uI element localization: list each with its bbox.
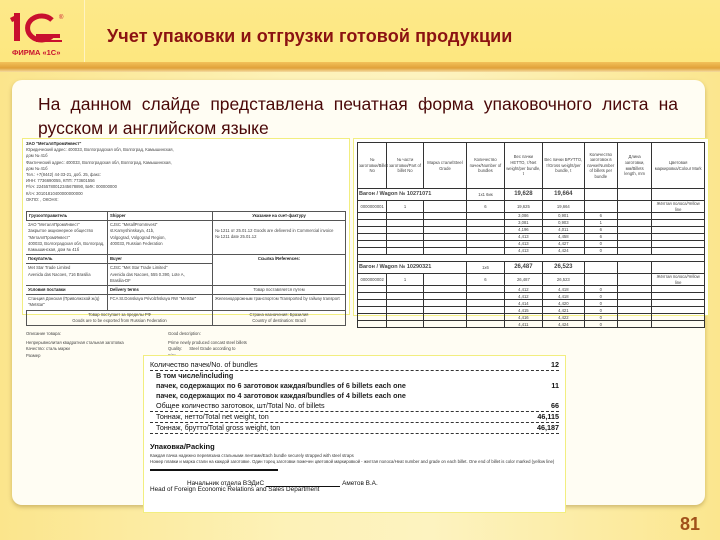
- company-line: Тел.: +7(8442) 44-33-21, доб. 25, факс:: [26, 172, 101, 178]
- text-line: CJSC "Met Star Trade Limited": [110, 265, 168, 271]
- text-line: Brasilia-DF: [110, 277, 131, 283]
- summary-label: Тоннаж, нетто/Total net weight, ton: [156, 412, 269, 421]
- table-row: [358, 300, 705, 307]
- goods-en-value: Prime newly produced concast steel billets: [168, 340, 247, 346]
- svg-text:ФИРМА «1С»: ФИРМА «1С»: [12, 48, 61, 57]
- intro-text: На данном слайде представлена печатная форма упаковочного листа на русском и английском языке: [38, 94, 678, 138]
- summary-line: [150, 423, 559, 434]
- table-row: [358, 274, 705, 286]
- goods-en-label: Good description:: [168, 331, 201, 337]
- delivery-en-value: FCA St.Donskaya Privolzhskaya RW "Metstar": [108, 295, 213, 310]
- signatory-title-en: Head of Foreign Economic Relations and Sales Department: [150, 486, 320, 494]
- text-line: Закрытое акционерное общество: [28, 228, 94, 234]
- goods-description: [26, 331, 346, 337]
- divider-line: [150, 469, 278, 471]
- table-header-row: [358, 143, 705, 189]
- gross-weight: 26,523: [543, 274, 584, 286]
- table-row: [358, 314, 705, 321]
- packing-summary-form: [143, 355, 566, 513]
- summary-label: пачек, содержащих по 4 заготовок каждая/bundles of 4 billets each one: [156, 391, 406, 400]
- billet-count: 0: [584, 241, 617, 248]
- parties-table: [26, 211, 346, 311]
- billet-count: 6: [584, 227, 617, 234]
- wagon-bundles: 1x1 6ик: [467, 189, 504, 201]
- net-weight: 4,412: [504, 293, 542, 300]
- net-weight: 4,413: [504, 248, 542, 255]
- company-line: ОКПО: , ОКОНХ:: [26, 196, 59, 202]
- origin-cell: [26, 311, 213, 326]
- delivery-ru-value: Станция Донская (Приволжской ж/д) "Metstar": [26, 295, 108, 310]
- packing-list-header-form: [22, 138, 350, 358]
- part-no: 1: [387, 274, 423, 286]
- buyer-ru-label: Покупатель: [26, 255, 108, 264]
- summary-line: [150, 360, 559, 371]
- colour-mark: Жёлтая полоса/Yellow line: [652, 274, 705, 286]
- slide-header: [0, 0, 720, 62]
- text-line: 400033, Волгоградская обл, Волгоград,: [28, 240, 105, 246]
- text-line: № 1211 date 25.01.12: [215, 234, 257, 240]
- shipper-ru-label: Грузоотправитель: [26, 212, 108, 221]
- company-line: Р/сч: 22455780012345678890, БИК: 000000000: [26, 184, 117, 190]
- invoice-label: Указание на счет-фактуру: [213, 212, 346, 221]
- text-line: Volgograd, Volgograd Region,: [110, 234, 166, 240]
- net-weight: 4,412: [504, 286, 542, 293]
- gross-weight: 4,418: [543, 293, 584, 300]
- column-header: Длина заготовки, мм/Billets length, mm: [617, 143, 651, 189]
- billet-count: 0: [584, 248, 617, 255]
- summary-line: [150, 412, 559, 423]
- net-weight: 19,625: [504, 201, 542, 213]
- text-line: st.Kamyshinskaya, 41b,: [110, 228, 155, 234]
- billet-count: 6: [584, 234, 617, 241]
- 1c-logo-icon: [8, 10, 80, 58]
- billet-count: 0: [584, 307, 617, 314]
- billet-count: 0: [584, 314, 617, 321]
- gross-weight: 4,427: [543, 241, 584, 248]
- signatory-name: Аметов В.А.: [342, 480, 378, 488]
- net-weight: 4,411: [504, 321, 542, 328]
- column-header: Количество пачек/Number of bundles: [467, 143, 504, 189]
- billet-count: 0: [584, 321, 617, 328]
- table-row: [358, 220, 705, 227]
- table-row: [358, 248, 705, 255]
- gross-weight: 4,424: [543, 248, 584, 255]
- table-row: [358, 213, 705, 220]
- bundles: 6: [467, 201, 504, 213]
- summary-value: 11: [551, 381, 559, 390]
- gross-weight: 4,424: [543, 321, 584, 328]
- summary-line: [150, 391, 559, 401]
- net-weight: 3,086: [504, 213, 542, 220]
- summary-value: 12: [551, 360, 559, 369]
- billet-no: 0000000001: [358, 201, 387, 213]
- table-row: [358, 286, 705, 293]
- column-header: Количество заготовок в пачке/Number of billets per bundle: [584, 143, 617, 189]
- packing-text: Каждая пачка надежно перевязана стальными лентами/Each bundle securely strapped with steel straps: [150, 453, 354, 459]
- shipper-en-value: [108, 221, 213, 255]
- gross-weight: 0,903: [543, 220, 584, 227]
- wagon-net: 26,487: [504, 262, 542, 274]
- gross-weight: 4,422: [543, 314, 584, 321]
- summary-value: 46,115: [537, 412, 559, 421]
- destination-ru: Страна назначения: Бразилия: [249, 311, 309, 317]
- gross-weight: 4,421: [543, 307, 584, 314]
- origin-en: Goods are to be exported from Russian Federation: [72, 317, 167, 323]
- column-header: № заготовки/Billet No: [358, 143, 387, 189]
- origin-destination-table: [26, 311, 346, 326]
- net-weight: 26,487: [504, 274, 542, 286]
- page-number: 81: [680, 514, 701, 534]
- wagon-gross: 19,664: [543, 189, 584, 201]
- part-no: 1: [387, 201, 423, 213]
- company-line: К/сч: 30101810400000000000: [26, 190, 83, 196]
- text-line: Avenida das Nacoes, 555 0.390, Lote A,: [110, 271, 185, 277]
- wagon-row: [358, 262, 705, 274]
- text-line: 400033, Russian Federation: [110, 240, 163, 246]
- billet-count: 1: [584, 220, 617, 227]
- company-line: Юридический адрес: 400033, Волгоградская обл, Волгоград, Камышинская,: [26, 147, 174, 153]
- table-row: [358, 241, 705, 248]
- net-weight: 4,414: [504, 300, 542, 307]
- gross-weight: 4,011: [543, 227, 584, 234]
- company-line: дом № 41б: [26, 165, 48, 171]
- steel-grade: [423, 274, 467, 286]
- net-weight: 3,081: [504, 220, 542, 227]
- buyer-en-value: [108, 264, 213, 286]
- billet-count: 6: [584, 213, 617, 220]
- wagon-label: Вагон / Wagon № 10290321: [358, 262, 467, 274]
- net-weight: 4,415: [504, 307, 542, 314]
- summary-value: 46,187: [537, 423, 559, 432]
- text-line: CJSC "MetallPromInvest": [110, 222, 158, 228]
- delivery-en-label: Delivery terms: [108, 286, 213, 295]
- origin-ru: Товар поступает за пределы РФ: [88, 311, 151, 317]
- column-header: № части заготовки/Part of billet No: [387, 143, 423, 189]
- text-line: Avenida das Nacoes, 716 Brasilia: [28, 271, 91, 277]
- destination-cell: [213, 311, 346, 326]
- gross-weight: 0,901: [543, 213, 584, 220]
- text-line: Камышинская, дом № 41б: [28, 247, 80, 253]
- summary-label: пачек, содержащих по 6 заготовок каждая/bundles of 6 billets each one: [156, 381, 406, 390]
- quality-ru: Качество: сталь марки: [26, 346, 70, 352]
- column-header: Марка стали/Steel Grade: [423, 143, 467, 189]
- colour-mark: Жёлтая полоса/Yellow line: [652, 201, 705, 213]
- signatory-title-ru: Начальник отдела ВЭДиС: [187, 480, 265, 488]
- buyer-en-label: Buyer: [108, 255, 213, 264]
- header-divider: [84, 0, 85, 62]
- billet-count: 0: [584, 293, 617, 300]
- summary-label: Количество пачек/No. of bundles: [150, 360, 258, 369]
- quality-en: Quality:: [168, 346, 183, 352]
- quality-en-value: Steel Grade according to: [189, 346, 236, 352]
- svg-text:®: ®: [59, 15, 64, 21]
- column-header: Вес пачки НЕТТО, т/Net weight/per bundle, t: [504, 143, 542, 189]
- wagon-net: 19,628: [504, 189, 542, 201]
- summary-line: [150, 401, 559, 412]
- invoice-value: [213, 221, 346, 255]
- net-weight: 4,416: [504, 314, 542, 321]
- net-weight: 4,196: [504, 227, 542, 234]
- destination-en: Country of destination: Brazil: [252, 317, 306, 323]
- text-line: Met Star Trade Limited: [28, 265, 71, 271]
- page-title: Учет упаковки и отгрузки готовой продукции: [107, 26, 513, 46]
- goods-ru-value: Непрерывнолитая квадратная стальная заготовка: [26, 340, 124, 346]
- steel-grade: [423, 201, 467, 213]
- packing-weights-table: [353, 138, 709, 327]
- table-row: [358, 293, 705, 300]
- goods-ru-label: Описание товара:: [26, 331, 61, 337]
- wagon-label: Вагон / Wagon № 10271071: [358, 189, 467, 201]
- summary-label: В том числе/including: [156, 371, 234, 380]
- delivery-ru-label: Условия поставки: [26, 286, 108, 295]
- transport-label: Товар поставляется путем: [213, 286, 346, 295]
- company-line: Фактический адрес: 400033, Волгоградская обл, Волгоград, Камышинская,: [26, 159, 172, 165]
- wagon-bundles: 1x6: [467, 262, 504, 274]
- text-line: № 1211 от 25.01.12 Goods are delivered in Commercial invoice: [215, 228, 334, 234]
- references-value: [213, 264, 346, 286]
- weights-table: [357, 142, 705, 328]
- summary-line: [150, 381, 559, 391]
- column-header: Цветовая маркировка/Colour Mark: [652, 143, 705, 189]
- gross-weight: 4,458: [543, 234, 584, 241]
- table-row: [358, 321, 705, 328]
- company-line: дом № 41б: [26, 153, 48, 159]
- company-line: ИНН: 7736690055, КПП: 773601556: [26, 178, 95, 184]
- bundles: 6: [467, 274, 504, 286]
- table-row: [358, 307, 705, 314]
- header-accent-bar: [0, 62, 720, 72]
- references-label: Ссылка /References:: [213, 255, 346, 264]
- company-details: [26, 141, 346, 203]
- table-row: [358, 201, 705, 213]
- wagon-row: [358, 189, 705, 201]
- text-line: ЗАО "МеталлПромИнвест": [28, 222, 80, 228]
- summary-line: [150, 371, 559, 381]
- transport-value: Железнодорожным транспортом Transported by railway transport: [213, 295, 346, 310]
- billet-no: 0000000002: [358, 274, 387, 286]
- billet-count: 0: [584, 300, 617, 307]
- billet-count: 0: [584, 286, 617, 293]
- buyer-ru-value: [26, 264, 108, 286]
- table-row: [358, 227, 705, 234]
- packing-title: Упаковка/Packing: [150, 442, 215, 451]
- net-weight: 4,413: [504, 241, 542, 248]
- summary-label: Тоннаж, брутто/Total gross weight, ton: [156, 423, 281, 432]
- company-name: ЗАО "МеталлПромИнвест": [26, 141, 82, 146]
- gross-weight: 4,418: [543, 286, 584, 293]
- table-row: [358, 234, 705, 241]
- text-line: "МеталлПромИнвест": [28, 234, 71, 240]
- size-ru: Размер: [26, 352, 41, 358]
- net-weight: 4,413: [504, 234, 542, 241]
- packing-text: Номер плавки и марка стали на каждой заготовке. Один торец заготовки помечен цветовой маркировкой - желтая полоса/Heat number and grade on each billet. One end of billet is color marked (yellow line): [150, 459, 555, 465]
- gross-weight: 19,664: [543, 201, 584, 213]
- summary-label: Общее количество заготовок, шт/Total No. of billets: [156, 401, 325, 410]
- gross-weight: 4,420: [543, 300, 584, 307]
- wagon-gross: 26,523: [543, 262, 584, 274]
- column-header: Вес пачки БРУТТО, т/Gross weight/per bundle, t: [543, 143, 584, 189]
- shipper-en-label: Shipper: [108, 212, 213, 221]
- shipper-ru-value: [26, 221, 108, 255]
- summary-value: 66: [551, 401, 559, 410]
